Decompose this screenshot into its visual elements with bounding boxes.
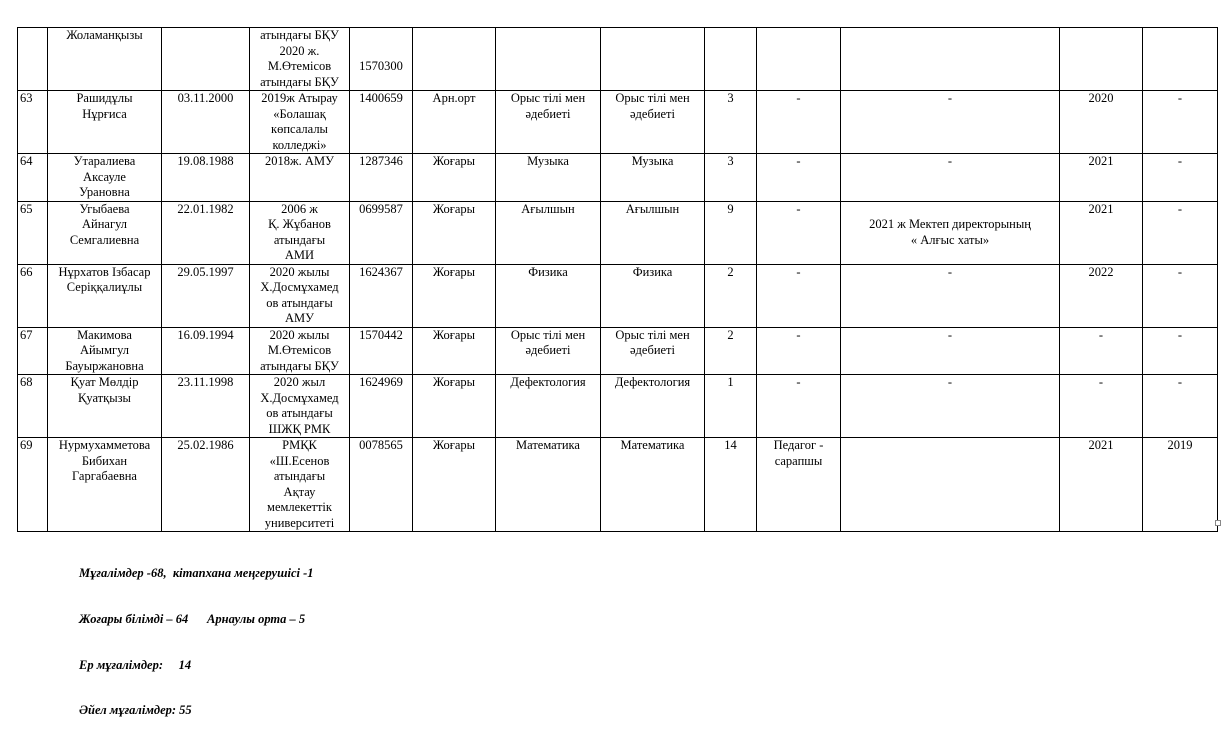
cell-education: 2006 ж Қ. Жұбанов атындағы АМИ [250, 201, 350, 264]
cell-attestation: - [1143, 327, 1218, 375]
table-row [18, 264, 1218, 327]
table-row [18, 438, 1218, 532]
cell-level: Жоғары [413, 154, 496, 202]
cell-num: 66 [18, 264, 48, 327]
cell-name: Макимова Айымгул Бауыржановна [48, 327, 162, 375]
cell-name: Жоламанқызы [48, 28, 162, 91]
summary-note [79, 536, 314, 734]
cell-dob: 16.09.1994 [162, 327, 250, 375]
cell-level: Жоғары [413, 327, 496, 375]
cell-specialty: Орыс тілі мен әдебиеті [496, 91, 601, 154]
cell-awards [841, 438, 1060, 532]
cell-subject: Физика [601, 264, 705, 327]
cell-course: 2021 [1060, 438, 1143, 532]
cell-attestation: 2019 [1143, 438, 1218, 532]
cell-diploma: 1570300 [350, 28, 413, 91]
cell-subject: Ағылшын [601, 201, 705, 264]
cell-dob: 22.01.1982 [162, 201, 250, 264]
table-row [18, 91, 1218, 154]
cell-diploma: 0699587 [350, 201, 413, 264]
cell-awards: 2021 ж Мектеп директорының « Алғыс хаты» [841, 201, 1060, 264]
cell-awards: - [841, 91, 1060, 154]
cell-subject: Дефектология [601, 375, 705, 438]
cell-level: Жоғары [413, 201, 496, 264]
cell-num: 64 [18, 154, 48, 202]
cell-level: Арн.орт [413, 91, 496, 154]
table-row [18, 201, 1218, 264]
cell-attestation: - [1143, 154, 1218, 202]
cell-category: - [757, 327, 841, 375]
cell-experience: 3 [705, 154, 757, 202]
staff-table-body [18, 28, 1218, 532]
cell-education: 2019ж Атырау «Болашақ көпсалалы колледжі» [250, 91, 350, 154]
cell-course [1060, 28, 1143, 91]
cell-category: - [757, 154, 841, 202]
cell-name: Рашидұлы Нұрғиса [48, 91, 162, 154]
cell-num: 69 [18, 438, 48, 532]
cell-specialty [496, 28, 601, 91]
summary-male-teachers: Ер мұғалімдер: 14 [79, 657, 192, 672]
cell-attestation: - [1143, 375, 1218, 438]
cell-level: Жоғары [413, 264, 496, 327]
cell-level: Жоғары [413, 375, 496, 438]
cell-subject: Музыка [601, 154, 705, 202]
cell-education: 2020 жылы М.Өтемісов атындағы БҚУ [250, 327, 350, 375]
cell-diploma: 1624367 [350, 264, 413, 327]
cell-dob: 23.11.1998 [162, 375, 250, 438]
cell-num [18, 28, 48, 91]
table-row [18, 154, 1218, 202]
summary-female-teachers: Әйел мұғалімдер: 55 [79, 703, 192, 718]
cell-specialty: Музыка [496, 154, 601, 202]
cell-specialty: Физика [496, 264, 601, 327]
cell-num: 68 [18, 375, 48, 438]
cell-experience: 3 [705, 91, 757, 154]
cell-diploma: 1400659 [350, 91, 413, 154]
cell-course: 2021 [1060, 154, 1143, 202]
cell-education: 2020 жылы Х.Досмұхамед ов атындағы АМУ [250, 264, 350, 327]
cell-specialty: Дефектология [496, 375, 601, 438]
cell-attestation: - [1143, 264, 1218, 327]
cell-level [413, 28, 496, 91]
table-resize-handle[interactable] [1215, 520, 1221, 526]
cell-dob [162, 28, 250, 91]
table-row [18, 28, 1218, 91]
cell-category: - [757, 264, 841, 327]
cell-subject: Математика [601, 438, 705, 532]
cell-experience [705, 28, 757, 91]
cell-diploma: 1287346 [350, 154, 413, 202]
cell-course: 2020 [1060, 91, 1143, 154]
summary-teachers-total: Мұғалімдер -68, кітапхана меңгерушісі -1 [79, 566, 314, 581]
cell-category: - [757, 201, 841, 264]
table-row [18, 327, 1218, 375]
cell-education: 2020 жыл Х.Досмұхамед ов атындағы ШЖҚ РМК [250, 375, 350, 438]
cell-experience: 9 [705, 201, 757, 264]
cell-dob: 19.08.1988 [162, 154, 250, 202]
cell-awards: - [841, 327, 1060, 375]
cell-experience: 2 [705, 264, 757, 327]
cell-experience: 1 [705, 375, 757, 438]
cell-specialty: Ағылшын [496, 201, 601, 264]
cell-education: РМҚК «Ш.Есенов атындағы Ақтау мемлекеттік университеті [250, 438, 350, 532]
cell-category: Педагог - сарапшы [757, 438, 841, 532]
cell-subject [601, 28, 705, 91]
cell-num: 65 [18, 201, 48, 264]
cell-specialty: Математика [496, 438, 601, 532]
cell-num: 67 [18, 327, 48, 375]
cell-specialty: Орыс тілі мен әдебиеті [496, 327, 601, 375]
table-row [18, 375, 1218, 438]
cell-attestation [1143, 28, 1218, 91]
cell-dob: 03.11.2000 [162, 91, 250, 154]
cell-category: - [757, 91, 841, 154]
cell-dob: 29.05.1997 [162, 264, 250, 327]
cell-awards: - [841, 154, 1060, 202]
cell-num: 63 [18, 91, 48, 154]
cell-name: Нұрхатов Ізбасар Серіққалиұлы [48, 264, 162, 327]
cell-course: - [1060, 327, 1143, 375]
cell-experience: 14 [705, 438, 757, 532]
cell-attestation: - [1143, 91, 1218, 154]
cell-course: - [1060, 375, 1143, 438]
cell-level: Жоғары [413, 438, 496, 532]
cell-awards: - [841, 375, 1060, 438]
cell-diploma: 1624969 [350, 375, 413, 438]
cell-name: Нурмухамметова Бибихан Гаргабаевна [48, 438, 162, 532]
cell-diploma: 0078565 [350, 438, 413, 532]
cell-category [757, 28, 841, 91]
cell-name: Утаралиева Аксауле Урановна [48, 154, 162, 202]
cell-diploma: 1570442 [350, 327, 413, 375]
cell-subject: Орыс тілі мен әдебиеті [601, 327, 705, 375]
cell-education: 2018ж. АМУ [250, 154, 350, 202]
cell-name: Қуат Мөлдір Қуатқызы [48, 375, 162, 438]
cell-awards: - [841, 264, 1060, 327]
cell-dob: 25.02.1986 [162, 438, 250, 532]
cell-course: 2022 [1060, 264, 1143, 327]
cell-education: атындағы БҚУ 2020 ж. М.Өтемісов атындағы БҚУ [250, 28, 350, 91]
cell-category: - [757, 375, 841, 438]
cell-awards [841, 28, 1060, 91]
cell-course: 2021 [1060, 201, 1143, 264]
staff-table [17, 27, 1218, 532]
cell-subject: Орыс тілі мен әдебиеті [601, 91, 705, 154]
summary-education-levels: Жоғары білімді – 64 Арнаулы орта – 5 [79, 612, 306, 627]
cell-attestation: - [1143, 201, 1218, 264]
cell-name: Угыбаева Айнагул Семгалиевна [48, 201, 162, 264]
cell-experience: 2 [705, 327, 757, 375]
